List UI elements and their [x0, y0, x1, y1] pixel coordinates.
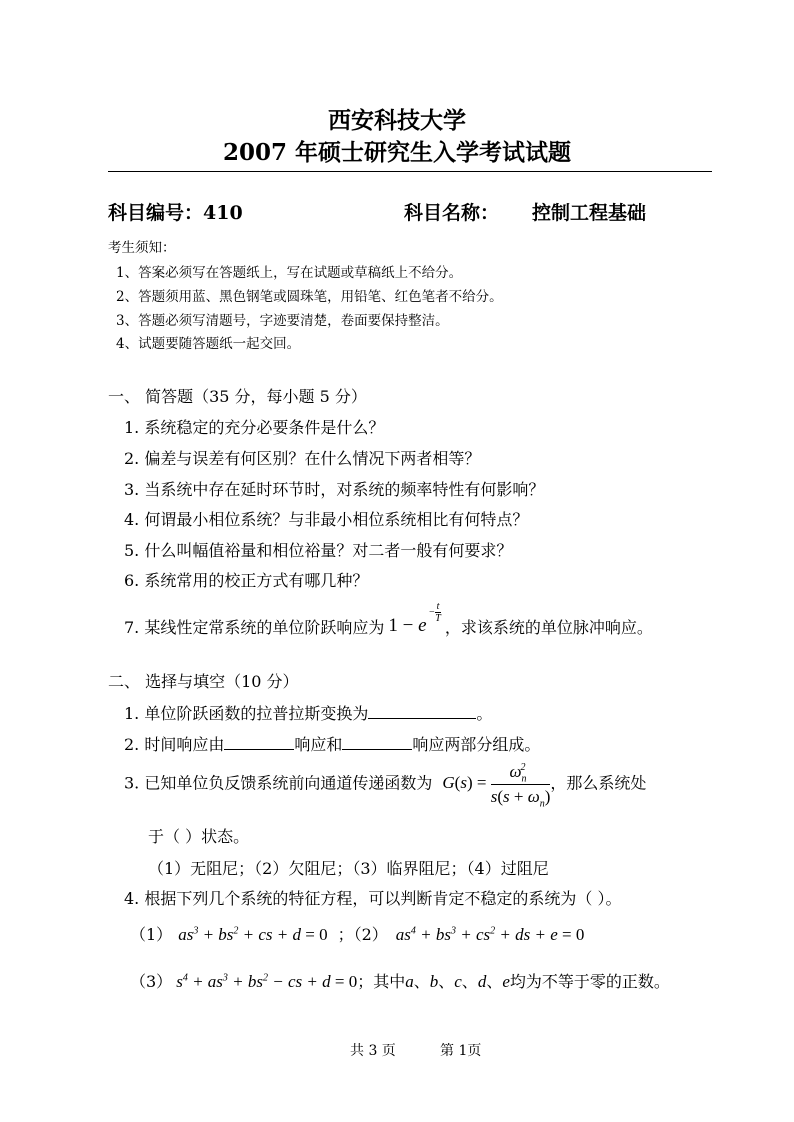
characteristic-equation-3: $s^4 + as^3 + bs^2$ − cs + d = 0: [176, 972, 358, 991]
question-1-7-prefix: 7. 某线性定常系统的单位阶跃响应为: [124, 618, 385, 637]
question-1-2: 2. 偏差与误差有何区别？在什么情况下两者相等？: [124, 449, 481, 468]
question-1-4: 4. 何谓最小相位系统？与非最小相位系统相比有何特点？: [124, 510, 529, 529]
question-2-3: [124, 762, 647, 810]
question-2-3-continuation: 于（ ）状态。: [148, 827, 250, 846]
notice-heading: 考生须知：: [108, 240, 176, 256]
university-name: 西安科技大学: [328, 107, 466, 134]
question-2-3-options: （1）无阻尼；（2）欠阻尼；（3）临界阻尼；（4）过阻尼: [148, 859, 549, 878]
question-2-4: 4. 根据下列几个系统的特征方程，可以判断肯定不稳定的系统为（ ）。: [124, 889, 622, 908]
question-1-6: 6. 系统常用的校正方式有哪几种？: [124, 571, 369, 590]
question-1-5: 5. 什么叫幅值裕量和相位裕量？对二者一般有何要求？: [124, 541, 513, 560]
question-2-2-part-b: 响应和: [294, 735, 343, 754]
option-1-label: （1）: [130, 925, 173, 944]
answer-blank[interactable]: [224, 735, 294, 750]
step-response-formula: $1 - e^{- \frac{t}{T}}$: [388, 601, 441, 636]
option-3-tail-b: 均为不等于零的正数。: [509, 972, 670, 991]
subject-code: 科目编号：410: [108, 202, 243, 224]
answer-blank[interactable]: [342, 735, 412, 750]
section2-heading: 二、 选择与填空（10 分）: [108, 672, 299, 691]
subject-name: 控制工程基础: [532, 202, 647, 224]
option-3-label: （3）: [130, 972, 173, 991]
question-2-1: [124, 701, 492, 724]
question-2-2: [124, 732, 540, 755]
question-2-3-suffix: ，那么系统处: [550, 773, 647, 793]
characteristic-equation-2: $as^4 + bs^3 + cs^2$ + ds + e = 0: [395, 925, 585, 944]
question-2-1-suffix: 。: [476, 704, 493, 723]
question-1-7-suffix: ，求该系统的单位脉冲响应。: [444, 618, 653, 637]
question-2-2-part-c: 响应两部分组成。: [412, 735, 541, 754]
notice-item: 4、试题要随答题纸一起交回。: [116, 336, 301, 352]
question-1-1: 1. 系统稳定的充分必要条件是什么？: [124, 418, 385, 437]
question-1-7: [124, 596, 653, 637]
question-2-1-prefix: 1. 单位阶跃函数的拉普拉斯变换为: [124, 704, 369, 723]
option-2-label: ；（2）: [337, 925, 388, 944]
page-number: 第 1页: [440, 1043, 482, 1059]
question-2-3-prefix: 3. 已知单位负反馈系统前向通道传递函数为: [124, 773, 433, 793]
notice-item: 1、答案必须写在答题纸上，写在试题或草稿纸上不给分。: [116, 265, 463, 281]
notice-item: 2、答题须用蓝、黑色钢笔或圆珠笔，用铅笔、红色笔者不给分。: [116, 289, 503, 305]
characteristic-equation-1: $as^3 + bs^2$ + cs + d = 0: [178, 925, 328, 944]
question-1-3: 3. 当系统中存在延时环节时，对系统的频率特性有何影响？: [124, 480, 545, 499]
notice-item: 3、答题必须写清题号，字迹要清楚，卷面要保持整洁。: [116, 313, 449, 329]
question-2-2-part-a: 2. 时间响应由: [124, 735, 225, 754]
question-2-4-option-line-1: [130, 922, 584, 945]
option-3-tail-a: ；其中: [357, 972, 406, 991]
subject-name-label: 科目名称：: [404, 202, 500, 224]
section1-heading: 一、 简答题（35 分，每小题 5 分）: [108, 387, 367, 406]
coefficient-list: a、b、c、d、e: [405, 972, 510, 991]
question-2-4-option-line-2: [130, 969, 670, 992]
transfer-function-formula: G(s) = $\frac{\omega_n^2}{s(s + \omega_n)}$: [442, 762, 551, 810]
answer-blank[interactable]: [368, 704, 476, 719]
header-divider: [108, 171, 712, 172]
exam-title: 2007 年硕士研究生入学考试试题: [222, 139, 572, 166]
page-total: 共 3 页: [350, 1043, 396, 1059]
